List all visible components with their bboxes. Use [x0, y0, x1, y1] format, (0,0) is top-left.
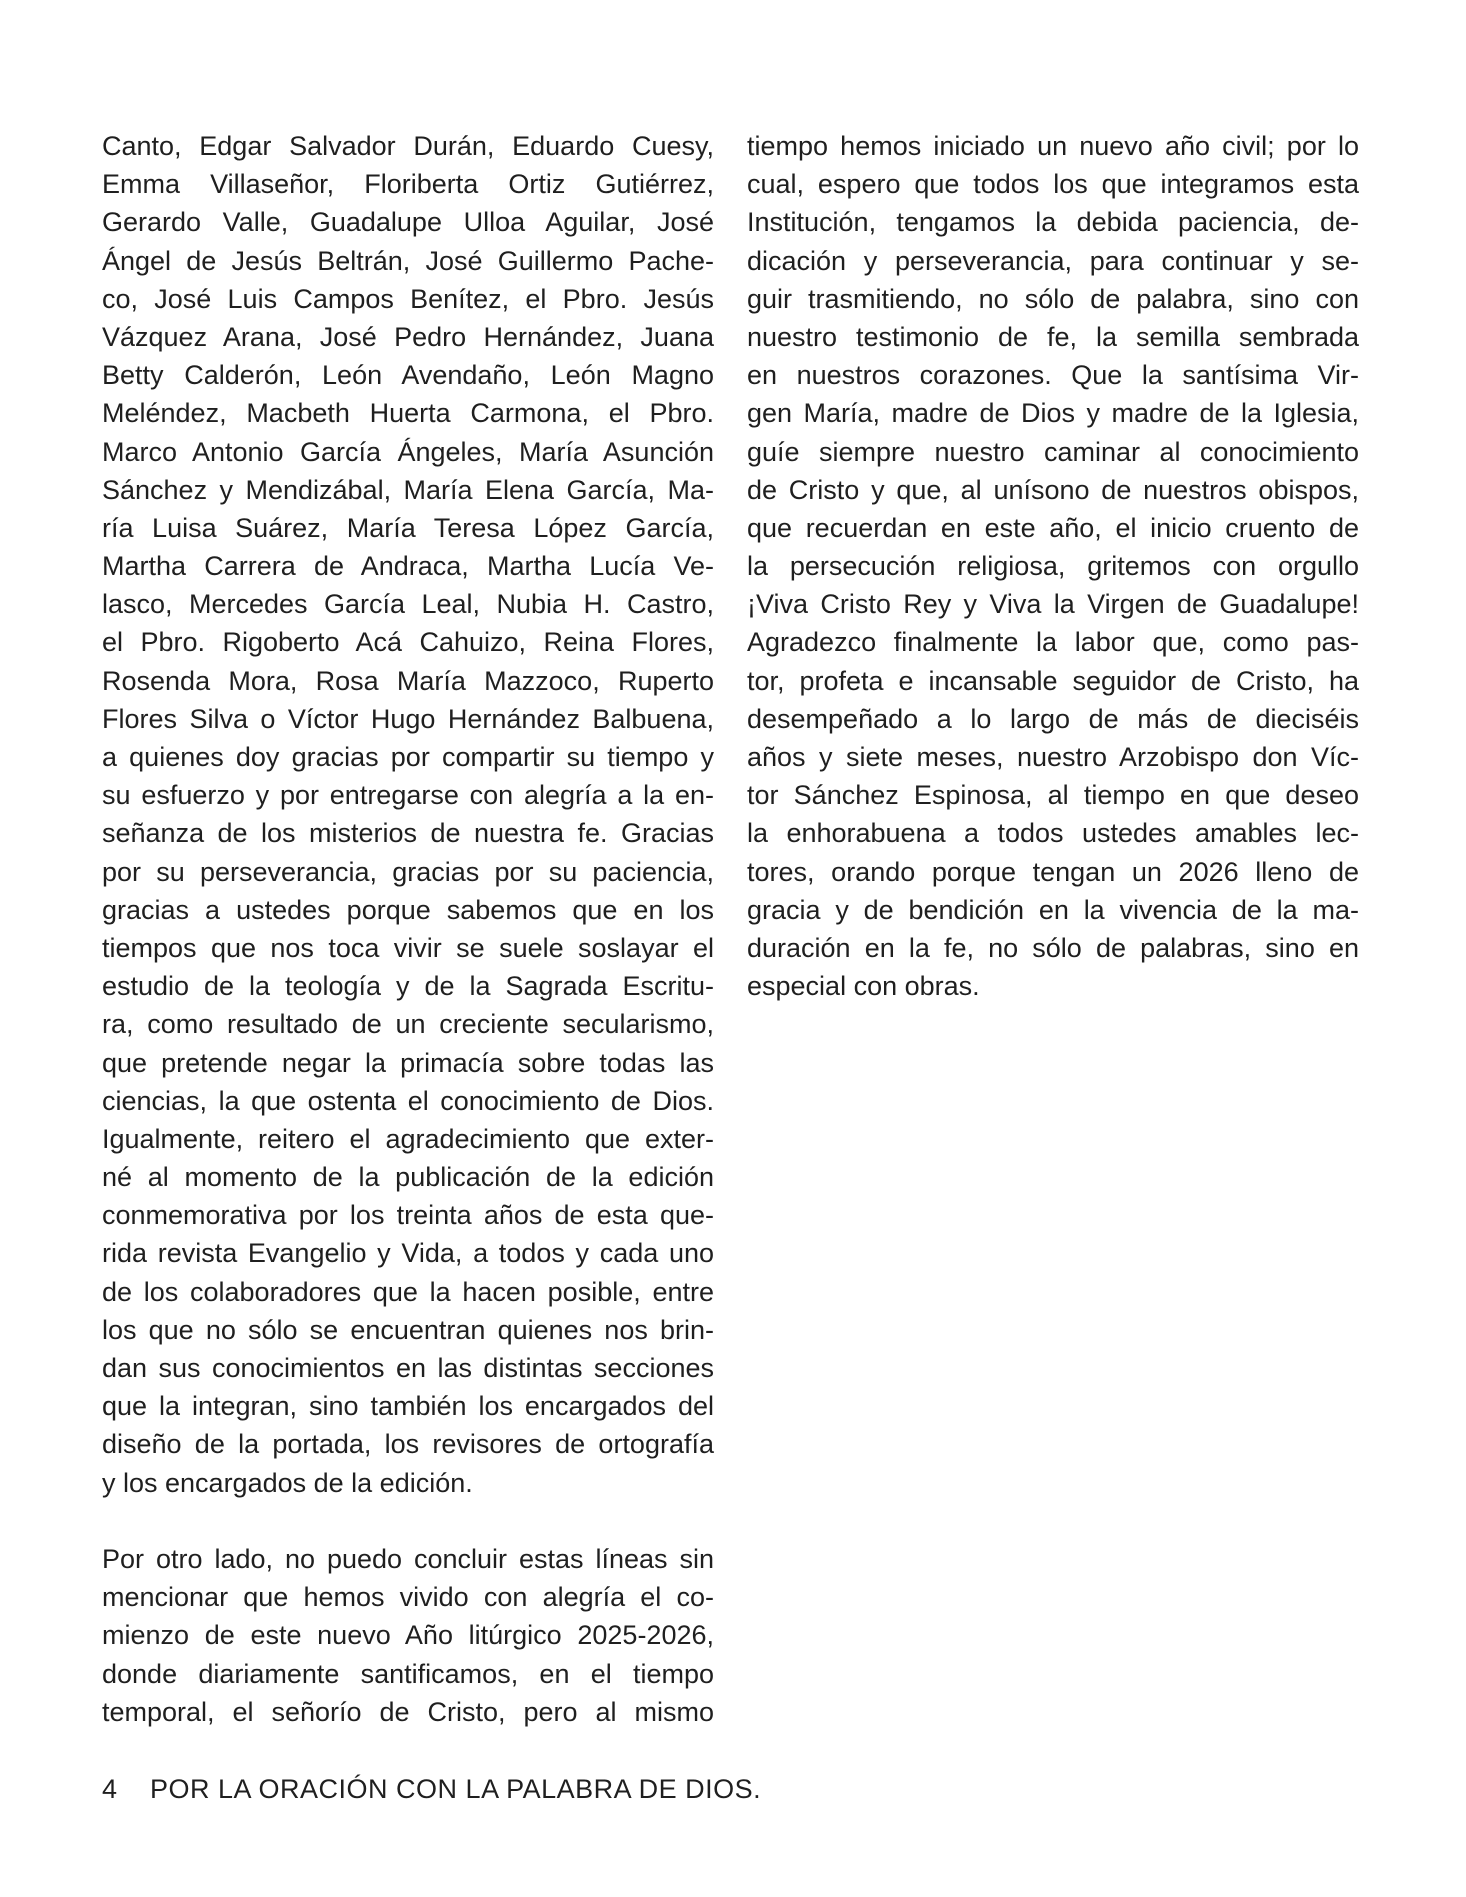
text-line: conmemorativa por los treinta años de esta que- — [102, 1200, 714, 1231]
text-line: cual, espero que todos los que integramos esta — [747, 169, 1359, 200]
text-line: estudio de la teología y de la Sagrada Escritu- — [102, 971, 714, 1002]
left-paragraph-1 — [102, 127, 714, 1502]
text-line: tor, profeta e incansable seguidor de Cristo, ha — [747, 665, 1359, 696]
text-line: de los colaboradores que la hacen posible, entre — [102, 1276, 714, 1307]
text-line: por su perseverancia, gracias por su paciencia, — [102, 856, 714, 887]
text-line: mienzo de este nuevo Año litúrgico 2025-2026, — [102, 1620, 714, 1651]
text-line: diseño de la portada, los revisores de ortografía — [102, 1429, 714, 1460]
text-line: Flores Silva o Víctor Hugo Hernández Balbuena, — [102, 703, 714, 734]
text-line: donde diariamente santificamos, en el tiempo — [102, 1658, 714, 1689]
text-line: que recuerdan en este año, el inicio cruento de — [747, 512, 1359, 543]
text-line: Betty Calderón, León Avendaño, León Magno — [102, 360, 714, 391]
text-line: que la integran, sino también los encargados del — [102, 1391, 714, 1422]
text-line: guíe siempre nuestro caminar al conocimiento — [747, 436, 1359, 467]
text-line: Igualmente, reitero el agradecimiento que exter- — [102, 1123, 714, 1154]
left-column — [102, 127, 714, 1731]
text-line: de Cristo y que, al unísono de nuestros obispos, — [747, 474, 1359, 505]
text-line: rida revista Evangelio y Vida, a todos y cada uno — [102, 1238, 714, 1269]
text-line: guir trasmitiendo, no sólo de palabra, sino con — [747, 283, 1359, 314]
text-line: ra, como resultado de un creciente secularismo, — [102, 1009, 714, 1040]
text-line: mencionar que hemos vivido con alegría el co- — [102, 1582, 714, 1613]
text-line: nuestro testimonio de fe, la semilla sembrada — [747, 321, 1359, 352]
text-line: Emma Villaseñor, Floriberta Ortiz Gutiérrez, — [102, 169, 714, 200]
text-line: Institución, tengamos la debida paciencia, de- — [747, 207, 1359, 238]
text-line: ¡Viva Cristo Rey y Viva la Virgen de Guadalupe! — [747, 589, 1359, 620]
text-line: su esfuerzo y por entregarse con alegría a la en- — [102, 780, 714, 811]
page-number: 4 — [102, 1774, 118, 1804]
left-paragraph-2 — [102, 1540, 714, 1731]
page-footer — [102, 1772, 761, 1806]
text-line: y los encargados de la edición. — [102, 1467, 473, 1498]
text-line: la persecución religiosa, gritemos con orgullo — [747, 551, 1359, 582]
text-line: tores, orando porque tengan un 2026 lleno de — [747, 856, 1359, 887]
text-line: temporal, el señorío de Cristo, pero al mismo — [102, 1696, 714, 1727]
right-column — [747, 127, 1359, 1005]
text-line: co, José Luis Campos Benítez, el Pbro. Jesús — [102, 283, 714, 314]
text-line: lasco, Mercedes García Leal, Nubia H. Castro, — [102, 589, 714, 620]
text-line: años y siete meses, nuestro Arzobispo don Víc- — [747, 742, 1359, 772]
right-paragraph-1 — [747, 127, 1359, 1005]
text-line: Canto, Edgar Salvador Durán, Eduardo Cuesy, — [102, 131, 714, 161]
text-line: dicación y perseverancia, para continuar y se- — [747, 245, 1359, 276]
text-line: en nuestros corazones. Que la santísima Vir- — [747, 360, 1359, 391]
text-line: a quienes doy gracias por compartir su tiempo y — [102, 742, 714, 772]
text-line: que pretende negar la primacía sobre todas las — [102, 1047, 714, 1078]
text-line: el Pbro. Rigoberto Acá Cahuizo, Reina Flores, — [102, 627, 714, 658]
text-line: Martha Carrera de Andraca, Martha Lucía Ve- — [102, 551, 714, 582]
text-line: Marco Antonio García Ángeles, María Asunción — [102, 436, 714, 467]
text-line: Ángel de Jesús Beltrán, José Guillermo Pache- — [102, 245, 714, 276]
text-line: ría Luisa Suárez, María Teresa López García, — [102, 512, 714, 543]
footer-title: POR LA ORACIÓN CON LA PALABRA DE DIOS. — [150, 1774, 762, 1804]
text-line: duración en la fe, no sólo de palabras, sino en — [747, 932, 1359, 963]
text-line: né al momento de la publicación de la edición — [102, 1162, 714, 1193]
text-line: la enhorabuena a todos ustedes amables lec- — [747, 818, 1359, 849]
text-line: desempeñado a lo largo de más de dieciséis — [747, 703, 1359, 734]
text-line: gen María, madre de Dios y madre de la Iglesia, — [747, 398, 1359, 429]
text-line: Gerardo Valle, Guadalupe Ulloa Aguilar, José — [102, 207, 714, 238]
text-line: ciencias, la que ostenta el conocimiento de Dios. — [102, 1085, 714, 1116]
text-line: los que no sólo se encuentran quienes nos brin- — [102, 1314, 714, 1345]
text-line: Rosenda Mora, Rosa María Mazzoco, Ruperto — [102, 665, 714, 696]
text-line: Sánchez y Mendizábal, María Elena García, Ma- — [102, 474, 714, 505]
text-line: dan sus conocimientos en las distintas secciones — [102, 1353, 714, 1383]
text-line: Por otro lado, no puedo concluir estas líneas sin — [102, 1543, 714, 1574]
text-line: tiempos que nos toca vivir se suele soslayar el — [102, 932, 714, 963]
text-line: gracia y de bendición en la vivencia de la ma- — [747, 894, 1359, 925]
text-line: señanza de los misterios de nuestra fe. Gracias — [102, 818, 714, 849]
text-line: tor Sánchez Espinosa, al tiempo en que deseo — [747, 780, 1359, 811]
text-line: Agradezco finalmente la labor que, como pas- — [747, 627, 1359, 658]
text-line: tiempo hemos iniciado un nuevo año civil; por lo — [747, 131, 1359, 161]
text-line: especial con obras. — [747, 971, 980, 1002]
text-line: Meléndez, Macbeth Huerta Carmona, el Pbro. — [102, 398, 714, 429]
text-line: Vázquez Arana, José Pedro Hernández, Juana — [102, 321, 714, 352]
text-line: gracias a ustedes porque sabemos que en los — [102, 894, 714, 925]
paragraph-gap — [102, 1502, 714, 1540]
